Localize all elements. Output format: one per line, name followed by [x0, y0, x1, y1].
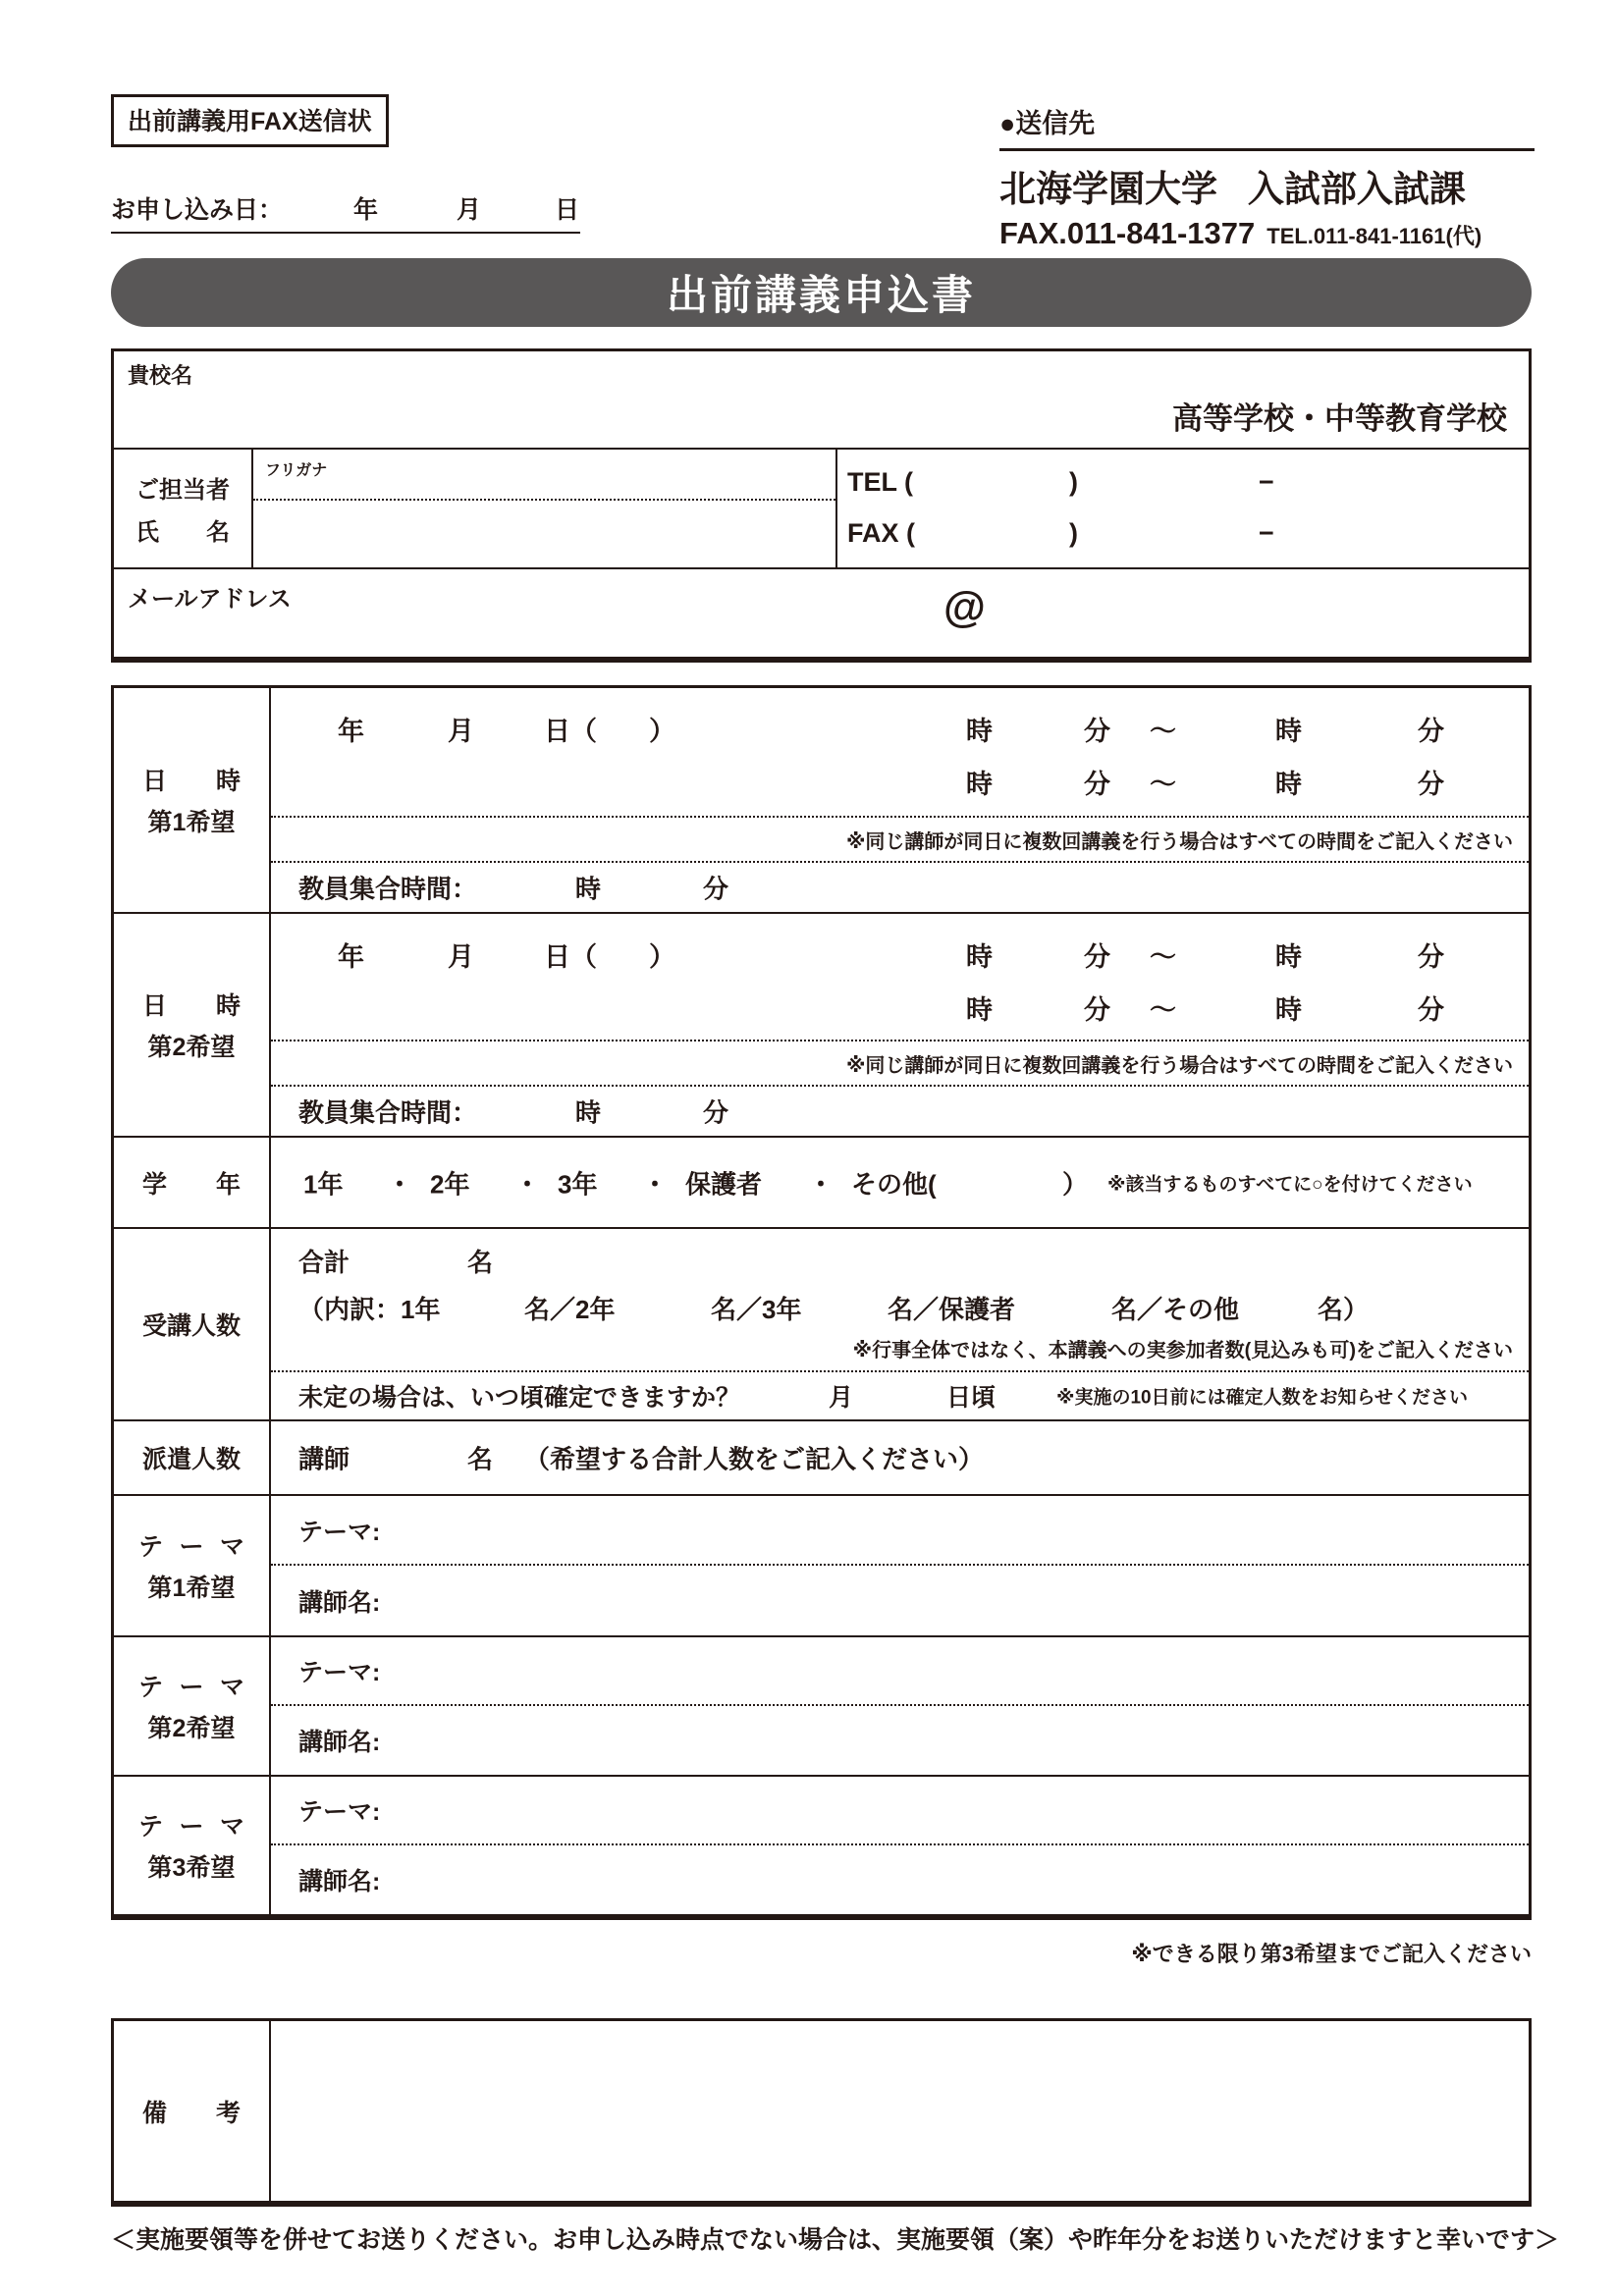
contact-name-char: 氏: [135, 519, 159, 546]
school-name-row: [114, 351, 1529, 450]
token-tilde: ～: [1150, 770, 1176, 799]
dispatch-note: （希望する合計人数をご記入ください）: [524, 1444, 985, 1474]
contact-row: [114, 450, 1529, 569]
grade-separator: ・: [514, 1169, 541, 1199]
attendance-label: [114, 1229, 271, 1419]
datetime-wish1-content: [271, 688, 1529, 912]
token-hour: 時: [1275, 942, 1302, 972]
undecided-label: 未定の場合は、いつ頃確定できますか？: [298, 1384, 741, 1412]
token-hour: 時: [966, 942, 993, 972]
contact-label-line2: [135, 512, 230, 547]
contact-name-char: 名: [206, 519, 230, 546]
token-minute: 分: [703, 1097, 729, 1128]
row-theme-wish3: [114, 1777, 1529, 1914]
token-hour: 時: [966, 770, 993, 799]
total-label: 合計: [298, 1248, 350, 1277]
token-tilde: ～: [1150, 942, 1176, 972]
total-unit: 名: [467, 1248, 494, 1277]
token-hour: 時: [575, 874, 602, 904]
meeting-time-label: 教員集合時間：: [298, 1097, 478, 1128]
instructor-unit: 名: [467, 1444, 494, 1474]
wish-label: 第2希望: [147, 1715, 236, 1742]
label-char: ー: [179, 1674, 204, 1701]
recipient-tel-number: TEL.011-841-1161(代): [1266, 224, 1482, 248]
datetime-wish2-label: [114, 914, 271, 1136]
undecided-month: 月: [829, 1384, 854, 1412]
label-char: ー: [179, 1533, 204, 1561]
recipient-marker: ●送信先: [999, 102, 1535, 151]
remarks-label-line: [142, 2094, 241, 2129]
label-char: 時: [215, 768, 241, 795]
breakdown-token: （内訳：1年: [298, 1295, 441, 1324]
undecided-day: 日頃: [946, 1384, 997, 1412]
tel-paren-close: ): [1069, 467, 1078, 497]
grade-note: ※該当するものすべてに○を付けてください: [1107, 1174, 1473, 1195]
row-theme-wish1: [114, 1496, 1529, 1637]
token-minute: 分: [1418, 770, 1444, 799]
row-datetime-wish1: [114, 688, 1529, 914]
grade-option: 3年: [558, 1169, 598, 1199]
label-char: 日: [142, 992, 168, 1020]
label-char: 考: [215, 2099, 241, 2127]
theme-wish2-content: [271, 1637, 1529, 1775]
token-hour: 時: [966, 995, 993, 1025]
dispatch-content: [271, 1421, 1529, 1494]
token-tilde: ～: [1150, 717, 1176, 746]
token-tilde: ～: [1150, 995, 1176, 1025]
teacher-meeting-time-line: [271, 1087, 1529, 1136]
attendance-label-text: 受講人数: [141, 1312, 241, 1340]
grade-option-other: その他(: [851, 1169, 937, 1199]
main-table: [111, 685, 1532, 1920]
furigana-label: フリガナ: [265, 462, 328, 479]
token-minute: 分: [1418, 717, 1444, 746]
theme-wish3-label: [114, 1777, 271, 1914]
remarks-table: [111, 2018, 1532, 2207]
grade-separator: ・: [808, 1169, 835, 1199]
datetime-fill-area: [271, 914, 1529, 1041]
theme-wish1-label: [114, 1496, 271, 1635]
theme-label-line: [138, 1668, 244, 1703]
token-day-close: ）: [649, 942, 675, 972]
theme-field: テーマ:: [271, 1777, 1529, 1845]
label-char: テ: [138, 1674, 164, 1701]
contact-phone-cell: [837, 450, 1529, 567]
label-char: 時: [215, 992, 241, 1020]
token-minute: 分: [1418, 995, 1444, 1025]
grade-separator: ・: [642, 1169, 669, 1199]
grade-label-line: [142, 1165, 241, 1201]
token-day-open: 日（: [544, 717, 597, 746]
instructor-label: 講師: [298, 1444, 350, 1474]
breakdown-token: 名）: [1318, 1295, 1370, 1324]
token-minute: 分: [1084, 717, 1110, 746]
attendance-undecided-line: [271, 1372, 1529, 1419]
at-mark: @: [943, 583, 986, 631]
token-hour: 時: [575, 1097, 602, 1128]
theme-wish3-content: [271, 1777, 1529, 1914]
theme-label-line: [138, 1807, 244, 1842]
label-char: 備: [142, 2099, 168, 2127]
theme-wish1-content: [271, 1496, 1529, 1635]
wish-label: 第3希望: [147, 1854, 236, 1882]
contact-label-cell: [114, 450, 253, 567]
theme-wish2-label: [114, 1637, 271, 1775]
dispatch-label: [114, 1421, 271, 1494]
label-char: 日: [142, 768, 168, 795]
fax-prefix: FAX (: [847, 518, 916, 548]
third-wish-note: ※できる限り第3希望までご記入ください: [1131, 1942, 1532, 1966]
wish-label: 第2希望: [147, 1034, 236, 1061]
undecided-note: ※実施の10日前には確定人数をお知らせください: [1056, 1387, 1469, 1409]
instructor-name-field: 講師名:: [298, 1729, 381, 1756]
grade-option: 2年: [430, 1169, 470, 1199]
apply-date-month-label: 月: [457, 196, 482, 224]
remarks-label: [114, 2021, 271, 2201]
form-title: 出前講義申込書: [666, 272, 976, 318]
attendance-note: ※行事全体ではなく、本講義への実参加者数(見込みも可)をご記入ください: [852, 1340, 1513, 1362]
footer-note: ＜実施要領等を併せてお送りください。お申し込み時点でない場合は、実施要領（案）や昨年分をお送りいただけますと幸いです＞: [111, 2226, 1560, 2254]
datetime-label-line: [142, 987, 241, 1022]
label-char: マ: [219, 1533, 244, 1561]
token-day-close: ）: [649, 717, 675, 746]
tel-dash: −: [1259, 467, 1274, 497]
token-minute: 分: [703, 874, 729, 904]
token-minute: 分: [1084, 942, 1110, 972]
row-grade: [114, 1138, 1529, 1229]
fax-paren-close: ): [1069, 518, 1078, 548]
tel-prefix: TEL (: [847, 467, 913, 497]
attendance-content: [271, 1229, 1529, 1419]
grade-paren-close: ）: [1062, 1169, 1089, 1199]
token-minute: 分: [1084, 770, 1110, 799]
datetime-label-line: [142, 762, 241, 797]
token-year: 年: [338, 717, 364, 746]
wish-label: 第1希望: [147, 809, 236, 836]
row-attendance: [114, 1229, 1529, 1421]
teacher-meeting-time-line: [271, 863, 1529, 912]
row-datetime-wish2: [114, 914, 1529, 1138]
instructor-name-field: 講師名:: [298, 1868, 381, 1896]
apply-date-year-label: 年: [353, 196, 379, 224]
email-row: [114, 569, 1529, 657]
label-char: 年: [215, 1170, 241, 1199]
recipient-block: [999, 102, 1535, 251]
recipient-fax-number: FAX.011-841-1377: [999, 216, 1256, 250]
attendance-fill-area: [271, 1229, 1529, 1372]
fax-dash: −: [1259, 518, 1274, 548]
label-char: マ: [219, 1674, 244, 1701]
breakdown-token: 名／保護者: [888, 1295, 1016, 1324]
school-name-label: 貴校名: [128, 363, 193, 388]
label-char: マ: [219, 1813, 244, 1841]
token-month: 月: [448, 942, 474, 972]
theme-label-line: [138, 1527, 244, 1563]
theme-field: テーマ:: [271, 1496, 1529, 1566]
grade-separator: ・: [387, 1169, 413, 1199]
remarks-fill-area: [271, 2021, 1529, 2201]
token-month: 月: [448, 717, 474, 746]
form-title-bar: [111, 258, 1532, 327]
row-dispatch: [114, 1421, 1529, 1496]
grade-content: [271, 1138, 1529, 1227]
token-day-open: 日（: [544, 942, 597, 972]
token-minute: 分: [1418, 942, 1444, 972]
apply-date-day-label: 日: [555, 196, 580, 224]
theme-field: テーマ:: [271, 1637, 1529, 1706]
breakdown-token: 名／2年: [524, 1295, 616, 1324]
datetime-wish1-label: [114, 688, 271, 912]
breakdown-token: 名／3年: [711, 1295, 802, 1324]
token-hour: 時: [1275, 770, 1302, 799]
contact-label-line1: ご担当者: [135, 477, 230, 504]
label-char: テ: [138, 1533, 164, 1561]
apply-date-line: [111, 183, 580, 234]
recipient-department: 北海学園大学 入試部入試課: [999, 169, 1466, 209]
breakdown-token: 名／その他: [1111, 1295, 1240, 1324]
school-type-label: 高等学校・中等教育学校: [1172, 401, 1507, 436]
row-theme-wish2: [114, 1637, 1529, 1777]
fax-sheet-label: 出前講義用FAX送信状: [111, 94, 389, 147]
grade-label: [114, 1138, 271, 1227]
school-info-table: [111, 348, 1532, 663]
label-char: 学: [142, 1170, 168, 1199]
dispatch-label-text: 派遣人数: [141, 1446, 241, 1473]
label-char: ー: [179, 1813, 204, 1841]
datetime-fill-area: [271, 688, 1529, 818]
token-year: 年: [338, 942, 364, 972]
multi-lecture-note: ※同じ講師が同日に複数回講義を行う場合はすべての時間をご記入ください: [271, 818, 1529, 863]
datetime-wish2-content: [271, 914, 1529, 1136]
token-minute: 分: [1084, 995, 1110, 1025]
contact-name-cell: [253, 450, 837, 567]
token-hour: 時: [1275, 995, 1302, 1025]
instructor-name-field: 講師名:: [298, 1588, 381, 1617]
grade-option: 保護者: [685, 1169, 763, 1199]
multi-lecture-note: ※同じ講師が同日に複数回講義を行う場合はすべての時間をご記入ください: [271, 1041, 1529, 1087]
email-label: メールアドレス: [128, 586, 292, 613]
grade-option: 1年: [303, 1169, 344, 1199]
token-hour: 時: [1275, 717, 1302, 746]
apply-date-label: お申し込み日：: [111, 196, 284, 224]
token-hour: 時: [966, 717, 993, 746]
furigana-divider: [253, 499, 835, 501]
label-char: テ: [138, 1813, 164, 1841]
meeting-time-label: 教員集合時間：: [298, 874, 478, 904]
wish-label: 第1希望: [147, 1575, 236, 1602]
